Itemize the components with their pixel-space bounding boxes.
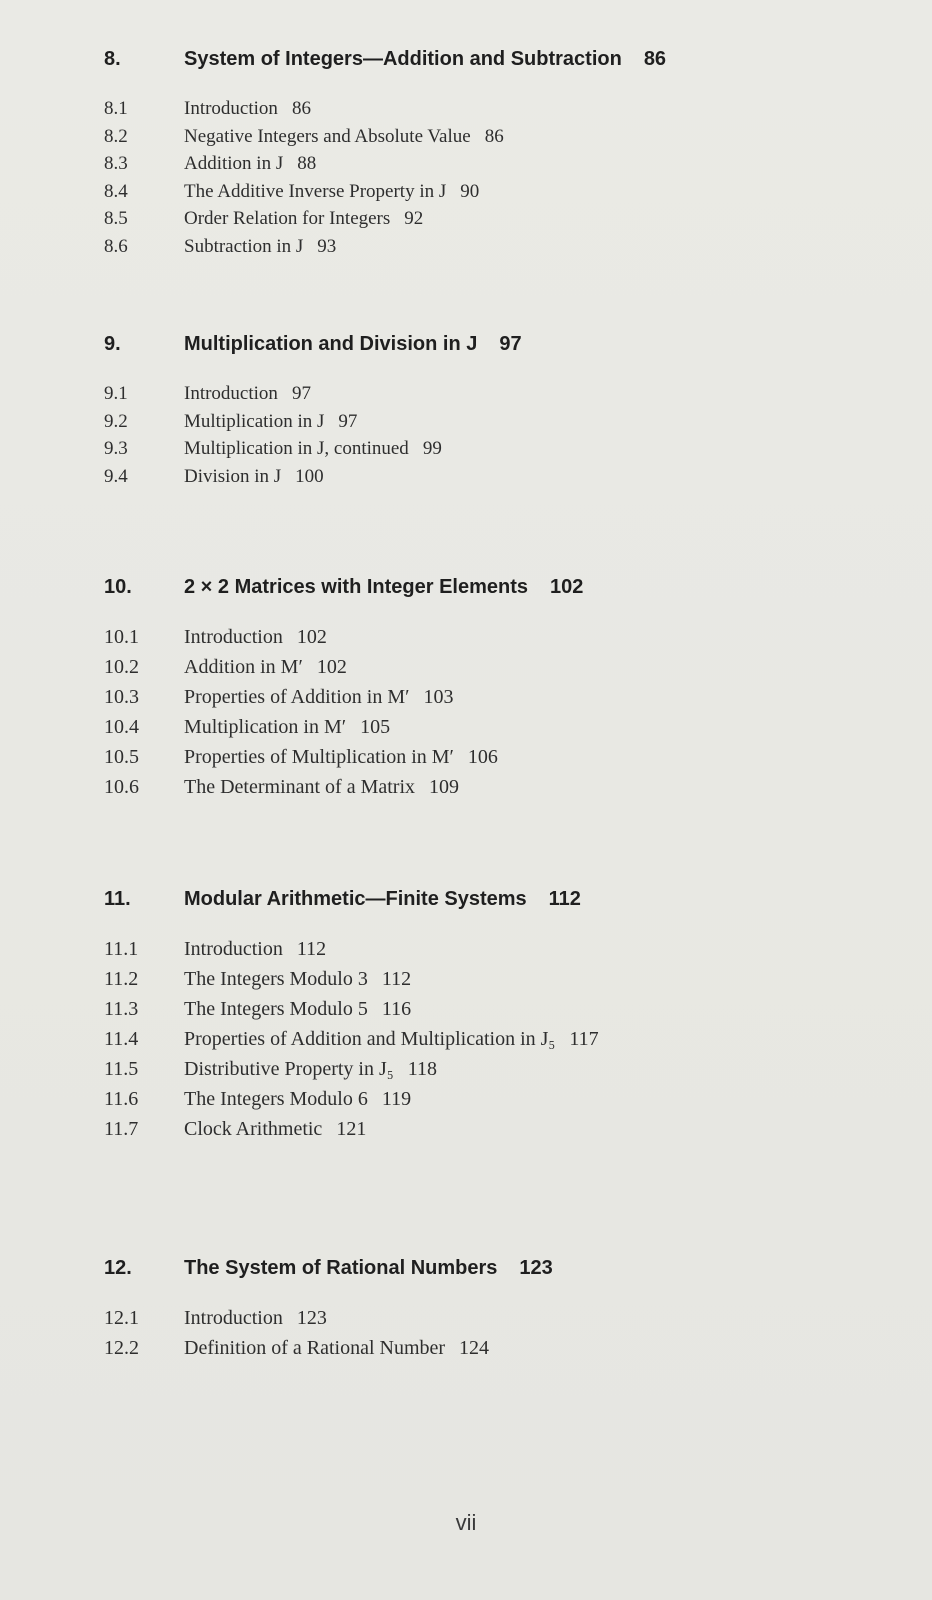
- section-entry: [0, 998, 932, 1028]
- section-entry: [0, 1058, 932, 1088]
- section-page: 99: [422, 438, 442, 459]
- section-entry: [0, 98, 932, 126]
- section-entry: [0, 1307, 932, 1337]
- section-title: Clock Arithmetic 121: [184, 1118, 367, 1140]
- chapter-page: 102: [550, 576, 584, 598]
- section-number: 9.4: [104, 465, 128, 487]
- section-page: 102: [296, 626, 327, 648]
- page-number: vii: [455, 1510, 477, 1535]
- section-title: Introduction 102: [184, 626, 327, 648]
- section-page: 106: [467, 746, 498, 768]
- section-title: Introduction 123: [184, 1307, 327, 1329]
- chapter-number: 8.: [104, 48, 121, 70]
- section-title: The Integers Modulo 3 112: [184, 968, 412, 990]
- chapter-title: System of Integers—Addition and Subtraction 86: [184, 48, 667, 70]
- section-list: [0, 98, 932, 263]
- section-number: 9.1: [104, 383, 128, 404]
- section-number: 9.3: [104, 438, 128, 459]
- section-list: [0, 1307, 932, 1367]
- section-entry: [0, 626, 932, 656]
- section-page: 105: [360, 716, 391, 738]
- section-title: The Additive Inverse Property in J 90: [184, 180, 480, 202]
- chapter-page: 123: [519, 1257, 553, 1279]
- section-number: 9.2: [104, 410, 128, 432]
- section-title: Definition of a Rational Number 124: [184, 1337, 490, 1359]
- section-page: 123: [296, 1307, 327, 1329]
- chapter-title: 2 × 2 Matrices with Integer Elements 102: [184, 576, 584, 598]
- section-page: 97: [338, 410, 358, 432]
- section-number: 11.2: [104, 968, 139, 990]
- section-title: Division in J 100: [184, 465, 324, 487]
- section-number: 8.5: [104, 208, 128, 229]
- section-number: 8.2: [104, 125, 128, 147]
- chapter-heading: [0, 576, 932, 606]
- section-number: 10.2: [104, 656, 139, 678]
- section-page: 88: [297, 153, 317, 174]
- chapter-number: 11.: [104, 888, 131, 910]
- section-page: 90: [460, 180, 480, 202]
- section-number: 10.5: [104, 746, 139, 768]
- section-entry: [0, 1337, 932, 1367]
- section-page: 116: [381, 998, 412, 1020]
- section-page: 109: [429, 776, 460, 798]
- section-title: Multiplication in J, continued 99: [184, 438, 442, 459]
- section-title: Addition in M′ 102: [184, 656, 347, 678]
- section-entry: [0, 438, 932, 466]
- section-title: Addition in J 88: [184, 153, 317, 174]
- section-entry: [0, 1118, 932, 1148]
- section-entry: [0, 656, 932, 686]
- section-title: Subtraction in J 93: [184, 235, 337, 257]
- section-number: 10.6: [104, 776, 139, 798]
- section-title: Properties of Addition in M′ 103: [184, 686, 454, 708]
- chapter-page: 97: [499, 333, 522, 355]
- section-page: 93: [317, 235, 337, 257]
- section-number: 8.4: [104, 180, 128, 202]
- section-entry: [0, 411, 932, 439]
- section-entry: [0, 126, 932, 154]
- section-number: 11.6: [104, 1088, 139, 1110]
- section-page: 86: [484, 125, 504, 147]
- section-page: 119: [381, 1088, 412, 1110]
- section-entry: [0, 776, 932, 806]
- section-number: 8.3: [104, 153, 128, 174]
- section-number: 12.1: [104, 1307, 139, 1329]
- section-list: [0, 383, 932, 493]
- section-entry: [0, 181, 932, 209]
- chapter-title: Modular Arithmetic—Finite Systems 112: [184, 888, 581, 910]
- section-number: 10.3: [104, 686, 139, 708]
- section-page: 112: [381, 968, 412, 990]
- section-title: The Integers Modulo 5 116: [184, 998, 412, 1020]
- section-page: 92: [404, 208, 424, 229]
- section-page: 124: [459, 1337, 490, 1359]
- chapter-page: 86: [643, 48, 667, 70]
- section-title: The Integers Modulo 6 119: [184, 1088, 412, 1110]
- section-page: 86: [291, 98, 311, 119]
- section-entry: [0, 208, 932, 236]
- section-number: 11.4: [104, 1028, 139, 1050]
- chapter-heading: [0, 48, 932, 78]
- section-entry: [0, 1088, 932, 1118]
- section-title: Order Relation for Integers 92: [184, 208, 424, 229]
- section-page: 112: [296, 938, 327, 960]
- section-title: Properties of Multiplication in M′ 106: [184, 746, 498, 768]
- section-title: Multiplication in M′ 105: [184, 716, 391, 738]
- section-entry: [0, 153, 932, 181]
- chapter-heading: [0, 333, 932, 363]
- section-title: Multiplication in J 97: [184, 410, 358, 432]
- chapter-number: 10.: [104, 576, 132, 598]
- chapter-heading: [0, 888, 932, 918]
- section-number: 10.1: [104, 626, 139, 648]
- section-entry: [0, 236, 932, 264]
- section-number: 11.7: [104, 1118, 139, 1140]
- chapter-title: The System of Rational Numbers 123: [184, 1257, 553, 1279]
- section-page: 121: [336, 1118, 367, 1140]
- section-title: Introduction 97: [184, 383, 311, 404]
- section-title: Introduction 86: [184, 98, 311, 119]
- section-title: Introduction 112: [184, 938, 327, 960]
- section-title: Negative Integers and Absolute Value 86: [184, 125, 504, 147]
- section-number: 12.2: [104, 1337, 139, 1359]
- section-entry: [0, 383, 932, 411]
- section-entry: [0, 686, 932, 716]
- section-number: 11.5: [104, 1058, 139, 1080]
- section-entry: [0, 716, 932, 746]
- section-list: [0, 938, 932, 1148]
- section-number: 10.4: [104, 716, 139, 738]
- section-page: 102: [316, 656, 347, 678]
- section-entry: [0, 746, 932, 776]
- section-page: 100: [295, 465, 324, 487]
- section-number: 11.3: [104, 998, 139, 1020]
- chapter-page: 112: [548, 888, 581, 910]
- section-list: [0, 626, 932, 806]
- section-page: 117: [569, 1028, 599, 1050]
- section-entry: [0, 938, 932, 968]
- section-number: 8.1: [104, 98, 128, 119]
- section-number: 8.6: [104, 235, 128, 257]
- section-page: 97: [291, 383, 311, 404]
- chapter-number: 12.: [104, 1257, 132, 1279]
- section-title: Distributive Property in J₅ 118: [184, 1058, 438, 1080]
- section-entry: [0, 466, 932, 494]
- section-number: 11.1: [104, 938, 139, 960]
- chapter-number: 9.: [104, 333, 121, 355]
- chapter-title: Multiplication and Division in J 97: [184, 333, 522, 355]
- section-page: 103: [423, 686, 454, 708]
- section-title: The Determinant of a Matrix 109: [184, 776, 460, 798]
- section-entry: [0, 968, 932, 998]
- section-entry: [0, 1028, 932, 1058]
- chapter-heading: [0, 1257, 932, 1287]
- section-page: 118: [407, 1058, 438, 1080]
- section-title: Properties of Addition and Multiplication in J₅ 117: [184, 1028, 599, 1050]
